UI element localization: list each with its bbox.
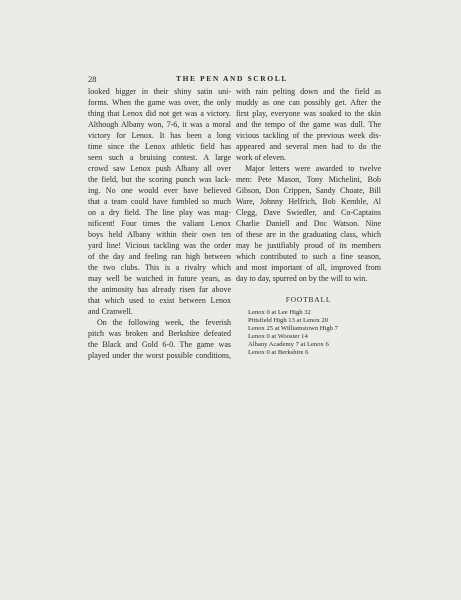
text-line: that which used to exist between Lenox xyxy=(88,296,231,305)
text-line: looked bigger in their shiny satin uni- xyxy=(88,87,231,96)
text-line: nificent! Four times the valiant Lenox xyxy=(88,219,231,228)
text-line: may be justifiably proud of its members xyxy=(236,241,381,250)
text-line: and Cranwell. xyxy=(88,307,133,316)
text-line: muddy as one can possibly get. After the xyxy=(236,98,381,107)
text-line: played under the worst possible conditions, xyxy=(88,351,231,360)
text-line: time since the Lenox athletic field has xyxy=(88,142,231,151)
text-line: pitch was broken and Berkshire defeated xyxy=(88,329,231,338)
page-number: 28 xyxy=(88,74,97,84)
score-line: Pittsfield High 13 at Lenox 20 xyxy=(248,317,329,324)
text-line: of the day and feeling ran high between xyxy=(88,252,231,261)
text-line: which contributed to such a fine season, xyxy=(236,252,381,261)
text-line: Gibson, Don Crippen, Sandy Choate, Bill xyxy=(236,186,381,195)
left-column xyxy=(88,86,231,361)
text-line: appeared and several men had to do the xyxy=(236,142,381,151)
text-line: vicious tackling of the previous week dis- xyxy=(236,131,381,140)
text-line: thing that Lenox did not get was a victory. xyxy=(88,109,231,118)
text-line: men: Pete Mason, Tony Michelini, Bob xyxy=(236,175,381,184)
text-line: the animosity has already risen far above xyxy=(88,285,231,294)
text-line: may well be watched in future years, as xyxy=(88,274,231,283)
text-line: day to day, spurred on by the will to win. xyxy=(236,274,368,283)
text-line: the Black and Gold 6-0. The game was xyxy=(88,340,231,349)
right-column xyxy=(236,86,381,357)
text-line: victory for Lenox. It has been a long xyxy=(88,131,231,140)
text-line: first play, everyone was soaked to the skin xyxy=(236,109,381,118)
text-line: Major letters were awarded to twelve xyxy=(245,164,381,173)
score-line: Lenox 0 at Lee High 32 xyxy=(248,309,311,316)
score-line: Lenox 0 at Wooster 14 xyxy=(248,333,308,340)
text-line: on a dry field. The line play was mag- xyxy=(88,208,231,217)
text-line: and most important of all, improved from xyxy=(236,263,381,272)
football-scores xyxy=(236,309,381,357)
score-line: Lenox 0 at Berkshire 6 xyxy=(248,349,309,356)
text-line: Although Albany won, 7-6, it was a moral xyxy=(88,120,231,129)
text-line: seen such a bruising contest. A large xyxy=(88,153,231,162)
text-line: and the tempo of the game was dull. The xyxy=(236,120,381,129)
text-line: Clegg, Dave Swiedler, and Co-Captains xyxy=(236,208,381,217)
text-line: of these are in the graduating class, which xyxy=(236,230,381,239)
score-line: Lenox 25 at Williamstown High 7 xyxy=(248,325,338,332)
text-line: with rain pelting down and the field as xyxy=(236,87,381,96)
text-line: the two clubs. This is a rivalry which xyxy=(88,263,231,272)
text-line: yard line! Vicious tackling was the order xyxy=(88,241,231,250)
text-line: work of eleven. xyxy=(236,153,286,162)
score-line: Albany Academy 7 at Lenox 6 xyxy=(248,341,329,348)
text-line: On the following week, the feverish xyxy=(97,318,231,327)
text-line: that a team could have fumbled so much xyxy=(88,197,231,206)
text-line: the field, but the scoring punch was lack- xyxy=(88,175,231,184)
running-head: THE PEN AND SCROLL xyxy=(176,74,288,83)
text-line: crowd saw Lenox push Albany all over xyxy=(88,164,231,173)
text-line: Ware, Johnny Helfrich, Bob Kemble, Al xyxy=(236,197,381,206)
football-heading: FOOTBALL xyxy=(285,295,332,304)
text-line: ing. No one would ever have believed xyxy=(88,186,231,195)
text-line: boys held Albany within their own ten xyxy=(88,230,231,239)
text-line: Charlie Daniell and Doc Watson. Nine xyxy=(236,219,381,228)
text-line: forms. When the game was over, the only xyxy=(88,98,231,107)
